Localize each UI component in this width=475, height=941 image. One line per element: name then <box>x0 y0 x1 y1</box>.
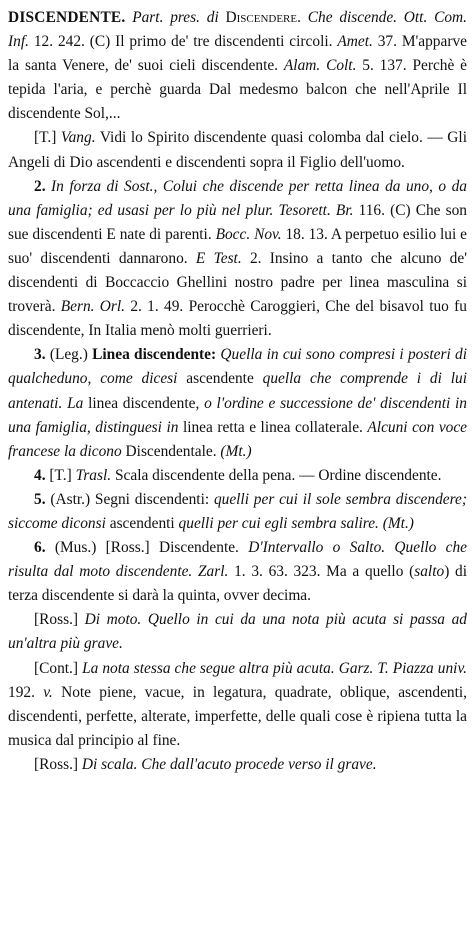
paragraph-ross-scala <box>8 753 467 777</box>
text-run: Di moto. Quello in cui da una nota più acuta si passa ad un'altra più grave. <box>8 611 468 653</box>
text-run: Part. pres. di <box>125 9 226 26</box>
text-run: Discendentale. <box>125 442 221 460</box>
paragraph-sense-2 <box>8 175 467 344</box>
text-run: 5. 137. Perchè è tepida l'aria, e perchè guarda Dal medesmo balcon che nell'Aprile Il discendente Sol,... <box>8 57 467 123</box>
text-run: 192. <box>8 683 44 701</box>
text-run: linea discendente, <box>88 394 205 412</box>
text-run: [Ross.] <box>34 755 82 773</box>
text-run: v. <box>43 683 53 701</box>
text-run: [Ross.] <box>34 611 85 629</box>
text-run: (Leg.) <box>45 346 93 364</box>
text-run: [Cont.] <box>34 659 83 677</box>
text-run: 3. <box>34 346 46 364</box>
text-run: E Test. <box>195 249 242 267</box>
text-run: ascendenti <box>109 514 179 532</box>
text-run: 5. <box>34 490 46 508</box>
text-run: Discendere <box>225 9 298 26</box>
text-run: DISCENDENTE. <box>8 9 126 26</box>
text-run: quelli per cui il sole sembra discendere; siccome diconsi <box>8 490 467 532</box>
text-run: quelli per cui egli sembra salire. (Mt.) <box>178 514 414 532</box>
text-run: Quella in cui sono compresi i posteri di qualcheduno, come dicesi <box>8 346 467 388</box>
text-run: 2. <box>34 177 46 195</box>
text-run: D'Intervallo o Salto. Quello che risulta dal moto discendente. Zarl. <box>8 539 467 581</box>
text-run: 2. Insino a tanto che alcuno de' discendenti di Boccaccio Ghellini nostro padre per linea masculina si troverà. <box>8 249 467 316</box>
text-run: 116. (C) Che son sue discendenti E nate di parenti. <box>8 201 467 243</box>
text-run: Vang. <box>60 129 96 147</box>
text-run: Bocc. Nov. <box>215 225 282 243</box>
text-run: (Astr.) Segni discendenti: <box>45 490 214 508</box>
text-run: o l'ordine e successione de' discendenti in una famiglia, distinguesi in <box>8 394 467 436</box>
text-run: (Mt.) <box>220 442 252 460</box>
text-run: quella che comprende i di lui antenati. La <box>8 370 467 412</box>
text-run: 4. <box>34 466 46 484</box>
text-run: ) di terza discendente si darà la quinta, ovver decima. <box>8 563 467 605</box>
text-run: [T.] <box>34 129 61 147</box>
text-run: Trasl. <box>75 466 112 484</box>
text-run: (Mus.) [Ross.] Discendente. <box>45 539 249 557</box>
text-run: In forza di Sost., Colui che discende per retta linea da uno, o da una famiglia; ed usasi per lo più nel plur. Tesorett. Br. <box>8 177 467 219</box>
text-run: 18. 13. A perpetuo esilio lui e suo' discendenti dannarono. <box>8 225 468 267</box>
text-run: Che discende. Ott. Com. Inf. <box>8 9 467 51</box>
text-run: linea retta e linea collaterale. <box>182 418 368 436</box>
text-run: . <box>297 9 308 26</box>
paragraph-cont <box>8 657 467 753</box>
text-run: Scala discendente della pena. — Ordine discendente. <box>111 466 442 484</box>
text-run: Note piene, vacue, in legatura, quadrate, oblique, ascendenti, discendenti, perfette, alterate, imperfette, delle quali cose è ripiena tutta la musica dal principio al fine. <box>8 683 467 749</box>
text-run: 2. 1. 49. Perocchè Caroggieri, Che del bisavol tuo fu discendente, In Italia menò molti guerrieri. <box>8 298 467 340</box>
text-run: 37. M'apparve la santa Venere, de' suoi cieli discendente. <box>8 33 467 75</box>
text-run: 6. <box>34 539 46 557</box>
text-run: ascendente <box>186 370 263 388</box>
text-run: Alcuni con voce francese la dicono <box>8 418 468 460</box>
text-run: La nota stessa che segue altra più acuta. Garz. T. Piazza univ. <box>82 659 467 677</box>
text-run: Linea discendente: <box>92 346 217 364</box>
text-run: salto <box>414 563 445 581</box>
paragraph-vang <box>8 126 467 174</box>
text-run: Amet. <box>337 33 373 51</box>
paragraph-sense-5 <box>8 488 467 536</box>
paragraph-ross-moto <box>8 608 467 656</box>
paragraph-main <box>8 6 467 126</box>
text-run: [T.] <box>45 466 76 484</box>
text-run: Alam. Colt. <box>283 57 357 75</box>
text-run: 12. 242. (C) Il primo de' tre discendenti circoli. <box>28 33 338 51</box>
text-run: 1. 3. 63. 323. Ma a quello ( <box>228 563 415 581</box>
paragraph-sense-4 <box>8 464 467 488</box>
text-run: Di scala. Che dall'acuto procede verso il grave. <box>81 755 377 773</box>
paragraph-sense-3 <box>8 343 467 463</box>
text-run: Bern. Orl. <box>60 298 126 316</box>
paragraph-sense-6 <box>8 536 467 608</box>
dictionary-entry-discendente <box>8 6 467 777</box>
text-run: Vidi lo Spirito discendente quasi colomba dal cielo. — Gli Angeli di Dio ascendenti e discendenti sopra il Figlio dell'uomo. <box>8 129 467 171</box>
